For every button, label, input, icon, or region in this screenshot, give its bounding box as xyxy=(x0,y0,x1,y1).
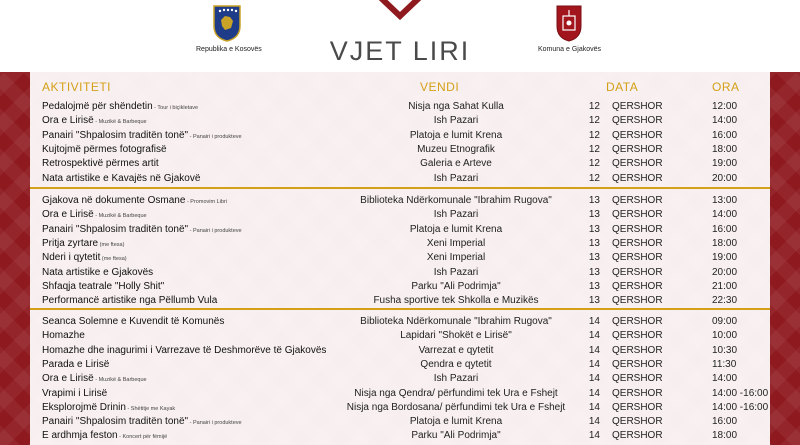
month-cell: QERSHOR xyxy=(612,223,663,235)
month-cell: QERSHOR xyxy=(612,344,663,356)
activity-cell xyxy=(42,158,159,169)
day-cell: 14 xyxy=(588,316,600,327)
table-row xyxy=(0,401,800,415)
activity-note: - Muzikë & Barbeque xyxy=(93,377,147,384)
activity-name: Homazhe xyxy=(42,330,85,342)
table-row xyxy=(0,429,800,443)
activity-note: (me ftesa) xyxy=(98,241,125,248)
time-cell: 16:00 xyxy=(712,416,738,428)
day-cell: 13 xyxy=(588,280,600,292)
activity-note: - Promovim Libri xyxy=(185,199,227,205)
activity-name: Nderi i qytetit xyxy=(42,252,101,264)
month-cell: QERSHOR xyxy=(612,172,663,184)
activity-note: - Muzikë & Barbeque xyxy=(93,119,147,126)
month-cell: QERSHOR xyxy=(612,373,663,385)
day-cell: 13 xyxy=(588,295,600,307)
venue-cell: Parku "Ali Podrimja" xyxy=(411,280,501,292)
activity-name: Gjakova në dokumente Osmane xyxy=(42,195,186,206)
time-cell: 20:00 xyxy=(712,266,738,278)
activity-note: - Panairi i produkteve xyxy=(188,227,242,234)
activity-note: (me ftesa) xyxy=(100,256,127,263)
month-cell: QERSHOR xyxy=(612,280,663,292)
venue-cell: Platoja e lumit Krena xyxy=(409,416,503,428)
table-row xyxy=(0,114,800,128)
chevron-emblem xyxy=(356,0,444,22)
time-cell: 14:00 xyxy=(712,115,738,127)
activity-cell xyxy=(42,430,167,441)
month-cell: QERSHOR xyxy=(612,330,663,342)
venue-cell: Biblioteka Ndërkomunale "Ibrahim Rugova" xyxy=(360,316,552,327)
activity-name: Homazhe dhe inagurimi i Varrezave të Deshmorëve të Gjakovës xyxy=(42,344,327,356)
table-row xyxy=(0,172,800,186)
time-cell: 20:00 xyxy=(712,172,738,184)
activity-cell xyxy=(42,144,167,155)
table-row xyxy=(0,208,800,222)
venue-cell: Qendra e qytetit xyxy=(420,358,492,370)
table-row xyxy=(0,129,800,143)
time-cell: 18:00 xyxy=(712,237,738,249)
time-cell: 10:00 xyxy=(712,330,738,342)
venue-cell: Muzeu Etnografik xyxy=(417,143,495,155)
venue-cell: Galeria e Arteve xyxy=(420,158,492,170)
table-row xyxy=(0,237,800,251)
activity-cell xyxy=(42,345,326,356)
day-cell: 13 xyxy=(588,252,600,264)
activity-note: - Shëtitje me Kayak xyxy=(125,405,176,412)
table-row xyxy=(0,143,800,157)
table-row xyxy=(0,100,800,114)
kosovo-logo-label: Republika e Kosovës xyxy=(196,46,262,53)
venue-cell: Nisja nga Sahat Kulla xyxy=(408,101,504,112)
activity-name: Panairi "Shpalosim traditën tonë" xyxy=(42,223,189,235)
venue-cell: Parku "Ali Podrimja" xyxy=(411,430,501,442)
venue-cell: Fusha sportive tek Shkolla e Muzikës xyxy=(373,295,539,307)
month-cell: QERSHOR xyxy=(612,401,663,413)
month-cell: QERSHOR xyxy=(612,387,663,399)
activity-name: Shfaqja teatrale "Holly Shit" xyxy=(42,280,165,292)
activity-cell xyxy=(42,316,224,327)
month-cell: QERSHOR xyxy=(612,295,663,307)
table-row xyxy=(0,157,800,171)
day-cell: 13 xyxy=(588,209,600,221)
activity-name: Nata artistike e Kavajës në Gjakovë xyxy=(42,172,201,184)
table-row xyxy=(0,223,800,237)
activity-note: - Panairi i produkteve xyxy=(188,420,242,427)
month-cell: QERSHOR xyxy=(612,115,663,127)
activity-name: Ora e Lirisë xyxy=(42,209,94,221)
activity-cell xyxy=(42,252,127,263)
table-row xyxy=(0,294,800,308)
activity-note: - Koncert për fëmijë xyxy=(117,434,168,441)
column-header-venue: VENDI xyxy=(420,80,460,94)
month-cell: QERSHOR xyxy=(612,158,663,170)
day-cell: 13 xyxy=(588,237,600,249)
time-cell: 16:00 xyxy=(712,223,738,235)
activity-cell xyxy=(42,130,242,141)
time-cell: 13:00 xyxy=(712,195,738,206)
venue-cell: Varrezat e qytetit xyxy=(418,344,494,356)
day-cell: 13 xyxy=(588,223,600,235)
day-cell: 14 xyxy=(588,373,600,385)
month-cell: QERSHOR xyxy=(612,316,663,327)
activity-name: Performancë artistike nga Pëllumb Vula xyxy=(42,295,218,307)
day-cell: 14 xyxy=(588,330,600,342)
venue-cell: Lapidari "Shokët e Lirisë" xyxy=(400,330,512,342)
time-cell: 18:00 xyxy=(712,430,738,442)
activity-cell xyxy=(42,359,109,370)
activity-cell xyxy=(42,238,124,249)
day-cell: 14 xyxy=(588,387,600,399)
time-cell: 21:00 xyxy=(712,280,738,292)
activity-name: Nata artistike e Gjakovës xyxy=(42,266,154,278)
activity-cell xyxy=(42,295,217,306)
venue-cell: Nisja nga Qendra/ përfundimi tek Ura e Fshejt xyxy=(354,387,558,399)
activity-name: Pritja zyrtare xyxy=(42,237,99,249)
group-separator xyxy=(30,187,770,189)
activity-cell xyxy=(42,267,153,278)
time-cell: 22:30 xyxy=(712,295,738,307)
group-separator xyxy=(30,308,770,310)
table-row xyxy=(0,280,800,294)
day-cell: 12 xyxy=(588,129,600,141)
venue-cell: Xeni Imperial xyxy=(426,252,486,264)
time-cell: 12:00 xyxy=(712,101,738,112)
time-cell: 14:00 -16:00 xyxy=(712,387,769,399)
time-cell: 18:00 xyxy=(712,143,738,155)
activity-note: - Muzikë & Barbeque xyxy=(93,213,147,220)
activity-name: Parada e Lirisë xyxy=(42,358,110,370)
table-row xyxy=(0,344,800,358)
activity-name: Ora e Lirisë xyxy=(42,373,94,385)
column-header-date: DATA xyxy=(606,80,639,94)
table-row xyxy=(0,387,800,401)
month-cell: QERSHOR xyxy=(612,266,663,278)
table-row xyxy=(0,329,800,343)
activity-cell xyxy=(42,195,227,206)
activity-cell xyxy=(42,224,242,235)
table-row xyxy=(0,415,800,429)
table-row xyxy=(0,266,800,280)
venue-cell: Ish Pazari xyxy=(433,373,479,385)
table-row xyxy=(0,251,800,265)
month-cell: QERSHOR xyxy=(612,416,663,428)
activity-cell xyxy=(42,101,198,112)
activity-name: E ardhmja feston xyxy=(42,430,118,442)
activity-name: Retrospektivë përmes artit xyxy=(42,158,159,170)
day-cell: 12 xyxy=(588,172,600,184)
time-cell: 14:00 xyxy=(712,373,738,385)
activity-name: Eksplorojmë Drinin xyxy=(42,401,126,413)
activity-note: - Tour i biçikletave xyxy=(152,105,199,111)
activity-cell xyxy=(42,388,107,399)
activity-name: Seanca Solemne e Kuvendit të Komunës xyxy=(42,316,225,327)
venue-cell: Platoja e lumit Krena xyxy=(409,129,503,141)
activity-cell xyxy=(42,173,200,184)
day-cell: 12 xyxy=(588,115,600,127)
day-cell: 12 xyxy=(588,158,600,170)
venue-cell: Ish Pazari xyxy=(433,266,479,278)
activity-name: Panairi "Shpalosim traditën tonë" xyxy=(42,416,189,428)
time-cell: 10:30 xyxy=(712,344,738,356)
month-cell: QERSHOR xyxy=(612,209,663,221)
time-cell: 14:00 -16:00 xyxy=(712,401,769,413)
column-header-time: ORA xyxy=(712,80,740,94)
table-row xyxy=(0,372,800,386)
activity-name: Kujtojmë përmes fotografisë xyxy=(42,143,167,155)
time-cell: 09:00 xyxy=(712,316,738,327)
time-cell: 19:00 xyxy=(712,158,738,170)
venue-cell: Ish Pazari xyxy=(433,172,479,184)
venue-cell: Ish Pazari xyxy=(433,209,479,221)
month-cell: QERSHOR xyxy=(612,129,663,141)
venue-cell: Platoja e lumit Krena xyxy=(409,223,503,235)
month-cell: QERSHOR xyxy=(612,237,663,249)
gjakova-logo-label: Komuna e Gjakovës xyxy=(538,46,602,53)
time-cell: 11:30 xyxy=(712,358,737,370)
day-cell: 12 xyxy=(588,143,600,155)
activity-name: Pedalojmë për shëndetin xyxy=(42,101,153,112)
activity-cell xyxy=(42,330,85,341)
venue-cell: Biblioteka Ndërkomunale "Ibrahim Rugova" xyxy=(360,195,552,206)
activity-cell xyxy=(42,281,164,292)
activity-cell xyxy=(42,115,147,126)
activity-cell xyxy=(42,373,147,384)
month-cell: QERSHOR xyxy=(612,101,663,112)
day-cell: 12 xyxy=(588,101,600,112)
time-cell: 16:00 xyxy=(712,129,738,141)
day-cell: 14 xyxy=(588,416,600,428)
month-cell: QERSHOR xyxy=(612,430,663,442)
month-cell: QERSHOR xyxy=(612,143,663,155)
activity-cell xyxy=(42,209,147,220)
day-cell: 13 xyxy=(588,266,600,278)
time-cell: 14:00 xyxy=(712,209,738,221)
month-cell: QERSHOR xyxy=(612,195,663,206)
venue-cell: Nisja nga Bordosana/ përfundimi tek Ura e Fshejt xyxy=(346,401,566,413)
time-cell: 19:00 xyxy=(712,252,738,264)
month-cell: QERSHOR xyxy=(612,358,663,370)
venue-cell: Xeni Imperial xyxy=(426,237,486,249)
day-cell: 14 xyxy=(588,401,600,413)
activity-name: Vrapimi i Lirisë xyxy=(42,387,108,399)
table-row xyxy=(0,358,800,372)
activity-note: - Panairi i produkteve xyxy=(188,133,242,140)
day-cell: 14 xyxy=(588,358,600,370)
column-header-activity: AKTIVITETI xyxy=(42,80,112,94)
venue-cell: Ish Pazari xyxy=(433,115,479,127)
activity-name: Ora e Lirisë xyxy=(42,115,94,127)
table-row xyxy=(0,315,800,329)
table-row xyxy=(0,194,800,208)
activity-cell xyxy=(42,402,175,413)
day-cell: 14 xyxy=(588,430,600,442)
activity-cell xyxy=(42,416,242,427)
day-cell: 14 xyxy=(588,344,600,356)
month-cell: QERSHOR xyxy=(612,252,663,264)
page-title: VJET LIRI xyxy=(329,36,471,66)
day-cell: 13 xyxy=(588,195,600,206)
activity-name: Panairi "Shpalosim traditën tonë" xyxy=(42,129,189,141)
